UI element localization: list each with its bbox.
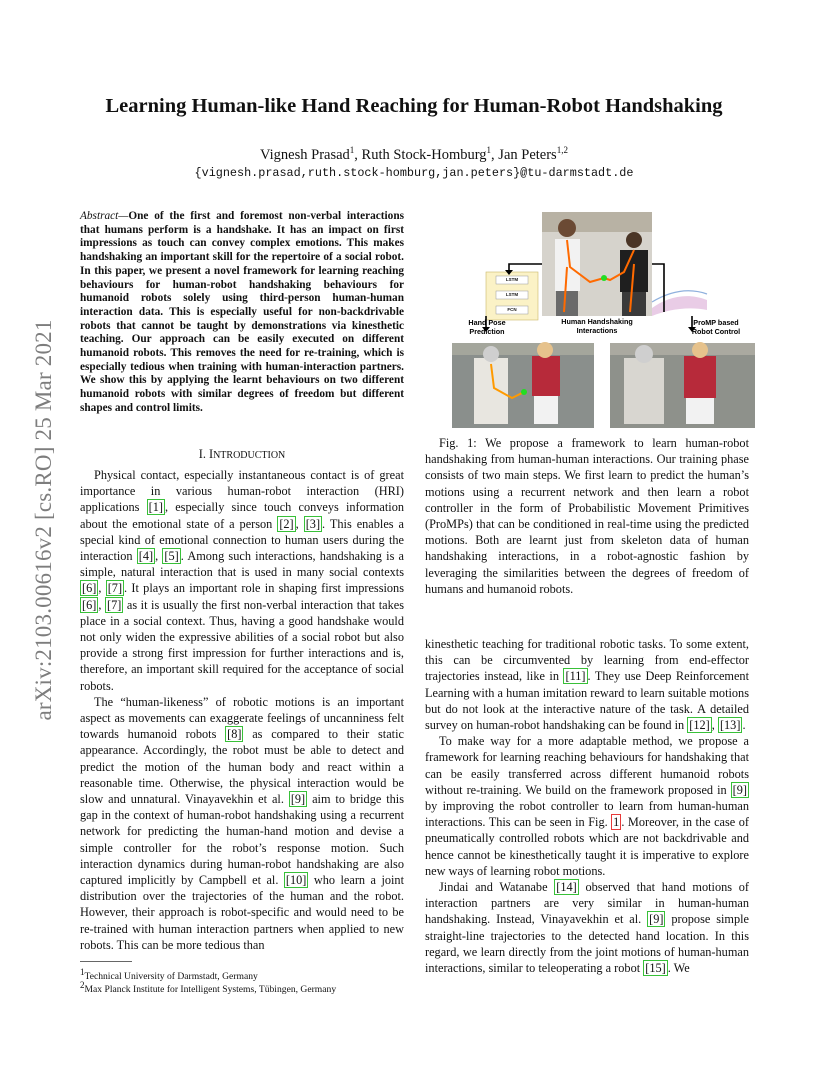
citation-link[interactable]: [6] <box>82 597 97 612</box>
right-column-body <box>425 636 749 976</box>
citation-link[interactable]: [6] <box>82 581 97 596</box>
section-heading: I. INTRODUCTION <box>198 447 286 461</box>
author-affiliation: 1 <box>349 145 355 155</box>
figure-caption <box>425 435 749 597</box>
handshake-photo <box>542 212 652 316</box>
network-layer-3: FCN <box>507 306 517 312</box>
citation-link[interactable]: [2] <box>279 516 294 531</box>
left-column-body <box>80 467 404 953</box>
figure-reference-link[interactable]: 1 <box>613 815 620 830</box>
robot-photo-right <box>610 342 755 428</box>
citation-link[interactable]: [8] <box>227 727 242 742</box>
author-list: Vignesh Prasad$^1$, Ruth Stock-Homburg$^1$, Jan Peters$^{1,2}$ <box>260 145 568 163</box>
intro-paragraph-2: The “human-likeness” of robotic motions is an important aspect as movements can exaggerate feelings of uncanniness felt towards humanoid robots [8] as compared to their static appearance. Accordingly, the robot must be able to detect and predict the motion of the human body and react within a reasonable time. Otherwise, the physical interaction would be slow and unnatural. Vinayavekhin et al. [9] aim to bridge this gap in the context of human-robot handshaking using a recurrent network for predicting the human-hand motion and devise a simple controller for the robot’s response motion. Such interaction dynamics during human-robot handshaking are also captured implicitly by Campbell et al. [10] who learn a joint distribution over the trajectories of the human and the robot. However, their approach is robot-specific and would need to be re-trained with human interaction partners when applied to new robots. This can be more tedious than <box>80 694 404 952</box>
citation-link[interactable]: [9] <box>732 782 747 797</box>
arxiv-stamp <box>24 285 64 755</box>
abstract-lead: Abstract— <box>80 210 129 222</box>
footnote-2 <box>80 979 404 996</box>
citation-link[interactable]: [11] <box>565 669 586 684</box>
network-layer-1: LSTM <box>505 276 519 282</box>
label-promp-control: ProMP based Robot Control <box>691 318 741 336</box>
footnote-1-mark: 1 <box>80 967 85 977</box>
footnote-2-text: Max Planck Institute for Intelligent Systems, Tübingen, Germany <box>84 984 337 996</box>
robot-photo-left <box>452 342 594 428</box>
paper-title: Learning Human-like Hand Reaching for Human-Robot Handshaking <box>105 95 723 117</box>
author-affiliation: 1 <box>486 145 492 155</box>
citation-link[interactable]: [12] <box>689 718 710 733</box>
abstract-text: One of the first and foremost non-verbal interactions that humans perform is a handshake. It has an impact on first impressions as touch can convey complex emotions. This makes handshaking an important skill for the repertoire of a social robot. In this paper, we present a novel framework for learning reaching behaviours for human-robot handshaking behaviours for humanoid robots solely using third-person human-human interaction data. This is especially useful for non-backdrivable robots that cannot be taught by demonstrations via kinesthetic teaching. Our approach can be easily executed on different humanoid robots. This removes the need for re-training, which is especially tedious when training with human-interaction partners. We show this by applying the learnt behaviours on two different humanoid robots with similar degrees of freedom but different shapes and control limits. <box>80 210 404 414</box>
citation-link[interactable]: [15] <box>645 961 666 976</box>
citation-link[interactable]: [7] <box>107 581 123 596</box>
caption-text: Fig. 1: We propose a framework to learn human-robot handshaking from human-human interactions. Our training phase consists of two main steps. We first learn to predict the human’s motions using a recurrent network and then learn a robot controller in the form of Probabilistic Movement Primitives (ProMPs) that can be conditioned in real-time using the predicted motions. Both are learnt just from skeleton data of human handshaking interactions, in a robot-agnostic fashion by leveraging the similarities between the degrees of freedom of humans and humanoid robots. <box>425 436 749 596</box>
right-paragraph-2: To make way for a more adaptable method, we propose a framework for learning reaching behaviours for handshaking that can be easily transferred across different humanoid robots without re-training. We build on the framework proposed in [9] by improving the robot controller to learn from human-human interactions. This can be seen in Fig. 1 . Moreover, in the case of pneumatically controlled robots which are not backdrivable and hence cannot be kinesthetically taught it is imperative to explore new ways of learning robot motions. <box>425 734 749 878</box>
author-affiliation: 1,2 <box>556 145 568 155</box>
author-emails: {vignesh.prasad,ruth.stock-homburg,jan.peters}@tu-darmstadt.de <box>194 166 634 180</box>
network-layer-2: LSTM <box>505 291 519 297</box>
intro-paragraph-1: Physical contact, especially instantaneous contact is of great importance in various human-robot interaction (HRI) applications [1] , especially since touch conveys information about the emotional state of a person [2] , [3] . This enables a special kind of emotional connection to human users during the interaction [4] , [5] . Among such interactions, handshaking is a simple, natural interaction that is used in many social contexts [6] , [7] . It plays an important role in shaping first impressions [6] , [7] as it is usually the first non-verbal interaction that takes place in a social context. Thus, having a good handshake would not only widen the expressive abilities of a social robot but also provide a strong first impression for further interactions and is, therefore, an important skill required for the acceptance of social robots. <box>80 468 405 693</box>
citation-link[interactable]: [4] <box>138 549 154 564</box>
citation-link[interactable]: [14] <box>556 880 577 895</box>
footnote-1-text: Technical University of Darmstadt, Germany <box>84 971 258 983</box>
right-paragraph-3: Jindai and Watanabe [14] observed that hand motions of interaction partners are very similar in human-human handshaking. Instead, Vinayavekhin et al. [9] propose simple straight-line trajectories to the detected hand location. In this regard, we learn directly from the joint motions of human-human interactions, similar to teleoperating a robot [15] . We <box>425 880 750 976</box>
citation-link[interactable]: [9] <box>290 792 306 807</box>
author-name: Jan Peters <box>498 146 557 163</box>
citation-link[interactable]: [7] <box>106 597 122 612</box>
footnote-2-mark: 2 <box>80 980 85 990</box>
citation-link[interactable]: [9] <box>649 912 664 927</box>
arxiv-stamp-text: arXiv:2103.00616v2 [cs.RO] 25 Mar 2021 <box>31 319 56 721</box>
citation-link[interactable]: [1] <box>148 500 163 515</box>
citation-link[interactable]: [5] <box>164 549 179 564</box>
right-paragraph-1: kinesthetic teaching for traditional robotic tasks. To some extent, this can be circumvented by learning from end-effector trajectories instead, like in [11] . They use Deep Reinforcement Learning with a human imitation reward to learn suitable motions but do not look at the interactive nature of the task. A detailed survey on human-robot handshaking can be found in [12] , [13] . <box>425 637 749 733</box>
label-human-handshaking: Human Handshaking Interactions <box>561 317 633 335</box>
author-name: Vignesh Prasad <box>260 146 350 163</box>
abstract <box>80 210 404 416</box>
promp-plot <box>652 291 707 316</box>
citation-link[interactable]: [3] <box>305 516 321 531</box>
footnote-rule <box>80 961 132 962</box>
label-hand-pose-prediction: Hand Pose Prediction <box>468 318 506 336</box>
figure-1 <box>452 212 755 428</box>
citation-link[interactable]: [13] <box>719 718 741 733</box>
author-name: Ruth Stock-Homburg <box>361 146 487 163</box>
citation-link[interactable]: [10] <box>285 873 307 888</box>
